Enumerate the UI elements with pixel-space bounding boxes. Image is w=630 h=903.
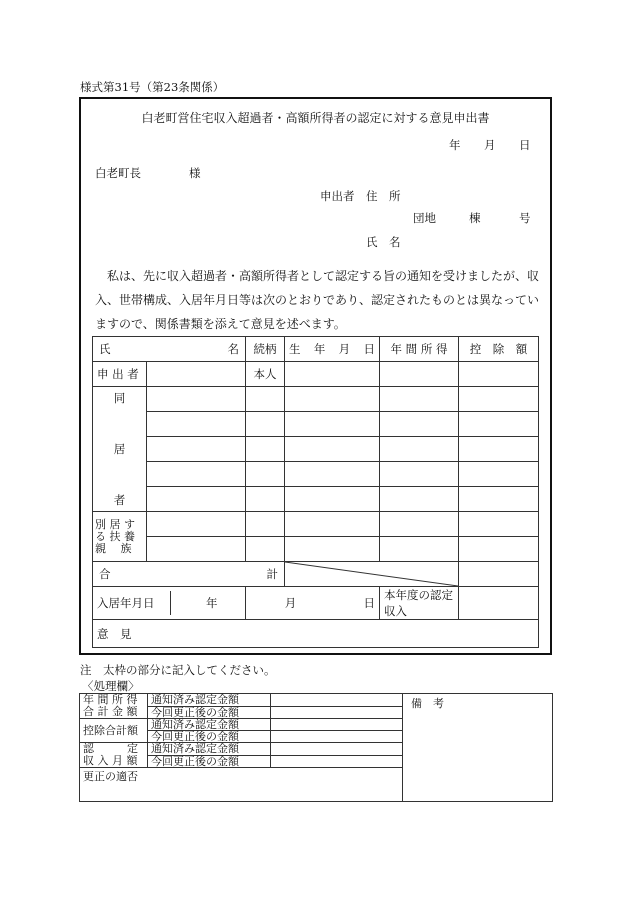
dependents-label: 別 居 す る 扶 養 親 族 xyxy=(93,512,147,562)
header-annual-income: 年 間 所 得 xyxy=(380,337,459,362)
statement-body: 私は、先に収入超過者・高額所得者として認定する旨の通知を受けましたが、収入、世帯構成、入居年月日等は次のとおりであり、認定されたものとは異なっていますので、関係書類を添えて意見を述べます。 xyxy=(95,269,540,331)
cohabitant-name-cell[interactable] xyxy=(147,412,246,437)
header-birthdate: 生 年 月 日 xyxy=(285,337,380,362)
household-table xyxy=(92,336,539,648)
cohabitant-name-cell[interactable] xyxy=(147,462,246,487)
dependent-deduction-cell[interactable] xyxy=(459,537,539,562)
proc-deduction-notified-value[interactable] xyxy=(271,719,403,731)
applicant-address-label: 住 所 xyxy=(366,189,401,203)
cohabitant-birth-cell[interactable] xyxy=(285,462,380,487)
proc-monthly-corrected-value[interactable] xyxy=(271,755,403,768)
cohabitant-income-cell[interactable] xyxy=(380,487,459,512)
cohabitant-deduction-cell[interactable] xyxy=(459,462,539,487)
proc-income-notified-value[interactable] xyxy=(271,694,403,707)
header-deduction: 控 除 額 xyxy=(459,337,539,362)
date-year: 年 xyxy=(449,138,461,152)
applicant-name-label: 氏 名 xyxy=(366,235,401,249)
applicant-building-label: 棟 xyxy=(469,211,481,225)
cohabitant-name-cell[interactable] xyxy=(147,437,246,462)
proc-deduction-corrected-value[interactable] xyxy=(271,731,403,743)
total-diagonal-cell xyxy=(285,562,459,587)
total-deduction-cell[interactable] xyxy=(459,562,539,587)
correction-approval-cell[interactable] xyxy=(80,768,403,802)
cohabitant-name-cell[interactable] xyxy=(147,387,246,412)
form-title: 白老町営住宅収入超過者・高額所得者の認定に対する意見申出書 xyxy=(141,111,490,125)
cohabitant-relation-cell[interactable] xyxy=(246,437,285,462)
proc-monthly-label: 認 定 収 入 月 額 xyxy=(80,743,148,768)
remarks-label: 備 考 xyxy=(411,697,444,710)
date-day: 日 xyxy=(519,138,531,152)
dependent-income-cell[interactable] xyxy=(380,512,459,537)
applicant-birth-cell[interactable] xyxy=(285,362,380,387)
proc-income-label: 年 間 所 得 合 計 金 額 xyxy=(80,694,148,719)
correction-approval-label: 更正の適否 xyxy=(83,770,138,783)
row-applicant-label: 申 出 者 xyxy=(93,362,147,387)
cohabitant-label: 同 居 者 xyxy=(93,387,147,512)
form-number-label: 様式第31号（第23条関係） xyxy=(80,80,225,94)
proc-deduction-label: 控除合計額 xyxy=(80,719,148,743)
cohabitant-deduction-cell[interactable] xyxy=(459,487,539,512)
diagonal-line xyxy=(285,562,458,586)
processing-title: 〈処理欄〉 xyxy=(82,679,140,693)
move-in-date-row xyxy=(93,587,246,620)
proc-notified-label: 通知済み認定金額 xyxy=(148,743,271,756)
dependent-deduction-cell[interactable] xyxy=(459,512,539,537)
addressee-name: 白老町長 xyxy=(95,166,141,180)
date-month: 月 xyxy=(484,138,496,152)
dependent-income-cell[interactable] xyxy=(380,537,459,562)
applicant-deduction-cell[interactable] xyxy=(459,362,539,387)
cohabitant-birth-cell[interactable] xyxy=(285,437,380,462)
cohabitant-name-cell[interactable] xyxy=(147,487,246,512)
applicant-number-label: 号 xyxy=(519,211,531,225)
header-name: 氏 名 xyxy=(93,337,246,362)
proc-monthly-notified-value[interactable] xyxy=(271,743,403,756)
cohabitant-income-cell[interactable] xyxy=(380,437,459,462)
cohabitant-deduction-cell[interactable] xyxy=(459,412,539,437)
applicant-name-cell[interactable] xyxy=(147,362,246,387)
proc-corrected-label: 今回更正後の金額 xyxy=(148,755,271,768)
applicant-danchi-label: 団地 xyxy=(413,211,436,225)
cohabitant-income-cell[interactable] xyxy=(380,412,459,437)
processing-table xyxy=(79,693,553,802)
proc-corrected-label: 今回更正後の金額 xyxy=(148,706,271,719)
dependent-relation-cell[interactable] xyxy=(246,537,285,562)
dependent-name-cell[interactable] xyxy=(147,512,246,537)
applicant-income-cell[interactable] xyxy=(380,362,459,387)
proc-income-corrected-value[interactable] xyxy=(271,706,403,719)
move-in-date-value[interactable]: 年 月 日 xyxy=(246,587,380,620)
this-year-income-value[interactable] xyxy=(459,587,539,620)
opinion-label: 意 見 xyxy=(97,626,132,641)
cohabitant-birth-cell[interactable] xyxy=(285,487,380,512)
cohabitant-income-cell[interactable] xyxy=(380,462,459,487)
this-year-income-label: 本年度の認定収入 xyxy=(380,587,459,620)
applicant-relation-cell: 本人 xyxy=(246,362,285,387)
footnote: 注 太枠の部分に記入してください。 xyxy=(80,663,276,677)
cohabitant-relation-cell[interactable] xyxy=(246,462,285,487)
dependent-relation-cell[interactable] xyxy=(246,512,285,537)
dependent-birth-cell[interactable] xyxy=(285,512,380,537)
proc-notified-label: 通知済み認定金額 xyxy=(148,719,271,731)
dependent-name-cell[interactable] xyxy=(147,537,246,562)
header-relation: 続柄 xyxy=(246,337,285,362)
proc-corrected-label: 今回更正後の金額 xyxy=(148,731,271,743)
cohabitant-income-cell[interactable] xyxy=(380,387,459,412)
dependent-birth-cell[interactable] xyxy=(285,537,380,562)
move-in-date-label: 入居年月日 xyxy=(93,591,171,615)
opinion-cell[interactable] xyxy=(93,620,539,648)
addressee-honorific: 様 xyxy=(189,166,201,180)
proc-notified-label: 通知済み認定金額 xyxy=(148,694,271,707)
cohabitant-relation-cell[interactable] xyxy=(246,412,285,437)
cohabitant-deduction-cell[interactable] xyxy=(459,437,539,462)
total-label: 合 計 xyxy=(93,562,285,587)
cohabitant-birth-cell[interactable] xyxy=(285,387,380,412)
cohabitant-relation-cell[interactable] xyxy=(246,487,285,512)
cohabitant-birth-cell[interactable] xyxy=(285,412,380,437)
cohabitant-relation-cell[interactable] xyxy=(246,387,285,412)
remarks-cell[interactable] xyxy=(403,694,553,802)
cohabitant-deduction-cell[interactable] xyxy=(459,387,539,412)
applicant-label: 申出者 xyxy=(320,189,355,203)
